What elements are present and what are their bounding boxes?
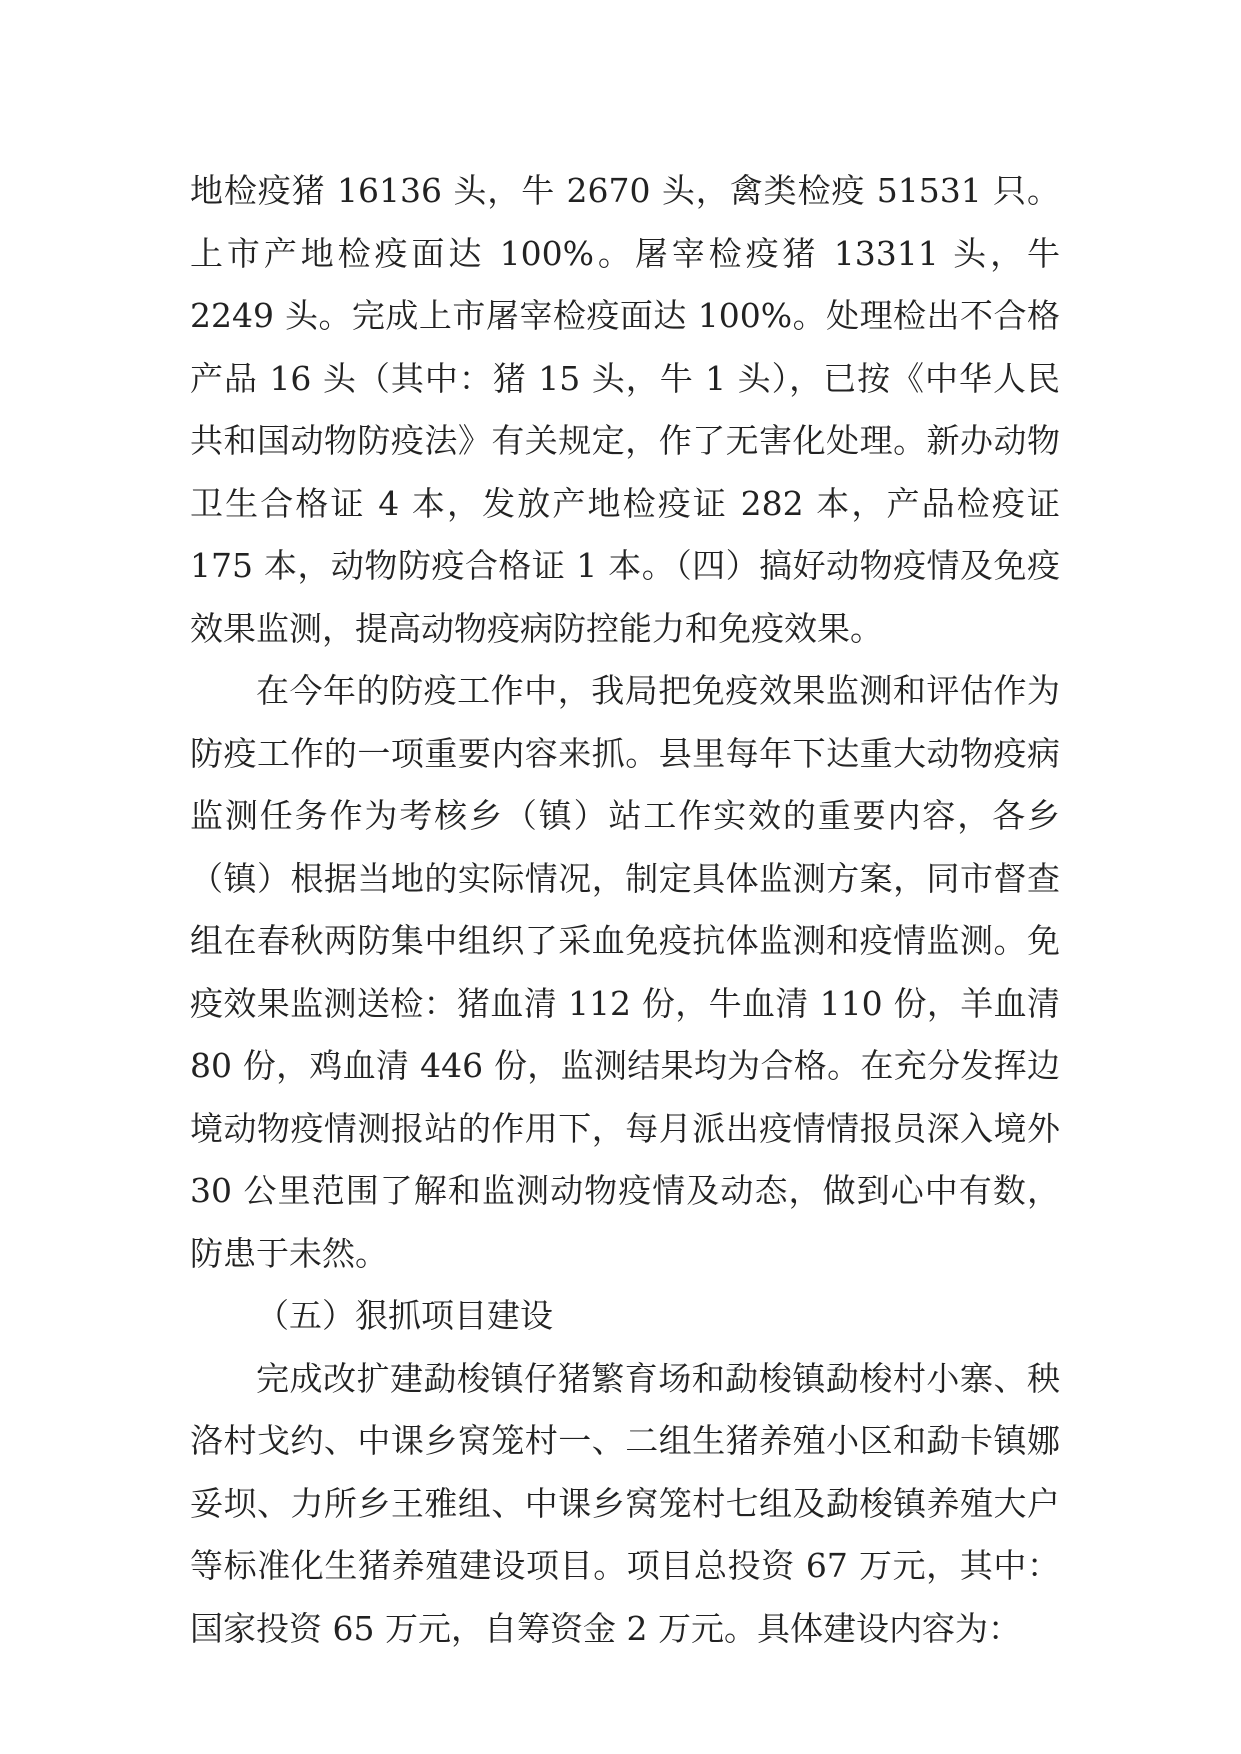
document-body	[190, 160, 1060, 1660]
paragraph-immunity-monitoring: 在今年的防疫工作中，我局把免疫效果监测和评估作为防疫工作的一项重要内容来抓。县里每年下达重大动物疫病监测任务作为考核乡（镇）站工作实效的重要内容，各乡（镇）根据当地的实际情况，制定具体监测方案，同市督查组在春秋两防集中组织了采血免疫抗体监测和疫情监测。免疫效果监测送检：猪血清 112 份，牛血清 110 份，羊血清 80 份，鸡血清 446 份，监测结果均为合格。在充分发挥边境动物疫情测报站的作用下，每月派出疫情情报员深入境外 30 公里范围了解和监测动物疫情及动态，做到心中有数，防患于未然。	[190, 671, 1060, 1273]
section-heading-project-construction: （五）狠抓项目建设	[256, 1296, 553, 1335]
paragraph-project-construction: 完成改扩建勐梭镇仔猪繁育场和勐梭镇勐梭村小寨、秧洛村戈约、中课乡窝笼村一、二组生猪养殖小区和勐卡镇娜妥坝、力所乡王雅组、中课乡窝笼村七组及勐梭镇养殖大户等标准化生猪养殖建设项目。项目总投资 67 万元，其中：国家投资 65 万元，自筹资金 2 万元。具体建设内容为：	[190, 1358, 1060, 1648]
paragraph-inspection-results: 地检疫猪 16136 头，牛 2670 头，禽类检疫 51531 只。上市产地检疫面达 100%。屠宰检疫猪 13311 头，牛 2249 头。完成上市屠宰检疫面达 100%。处理检出不合格产品 16 头（其中：猪 15 头，牛 1 头），已按《中华人民共和国动物防疫法》有关规定，作了无害化处理。新办动物卫生合格证 4 本，发放产地检疫证 282 本，产品检疫证 175 本，动物防疫合格证 1 本。（四）搞好动物疫情及免疫效果监测，提高动物疫病防控能力和免疫效果。	[190, 171, 1060, 648]
